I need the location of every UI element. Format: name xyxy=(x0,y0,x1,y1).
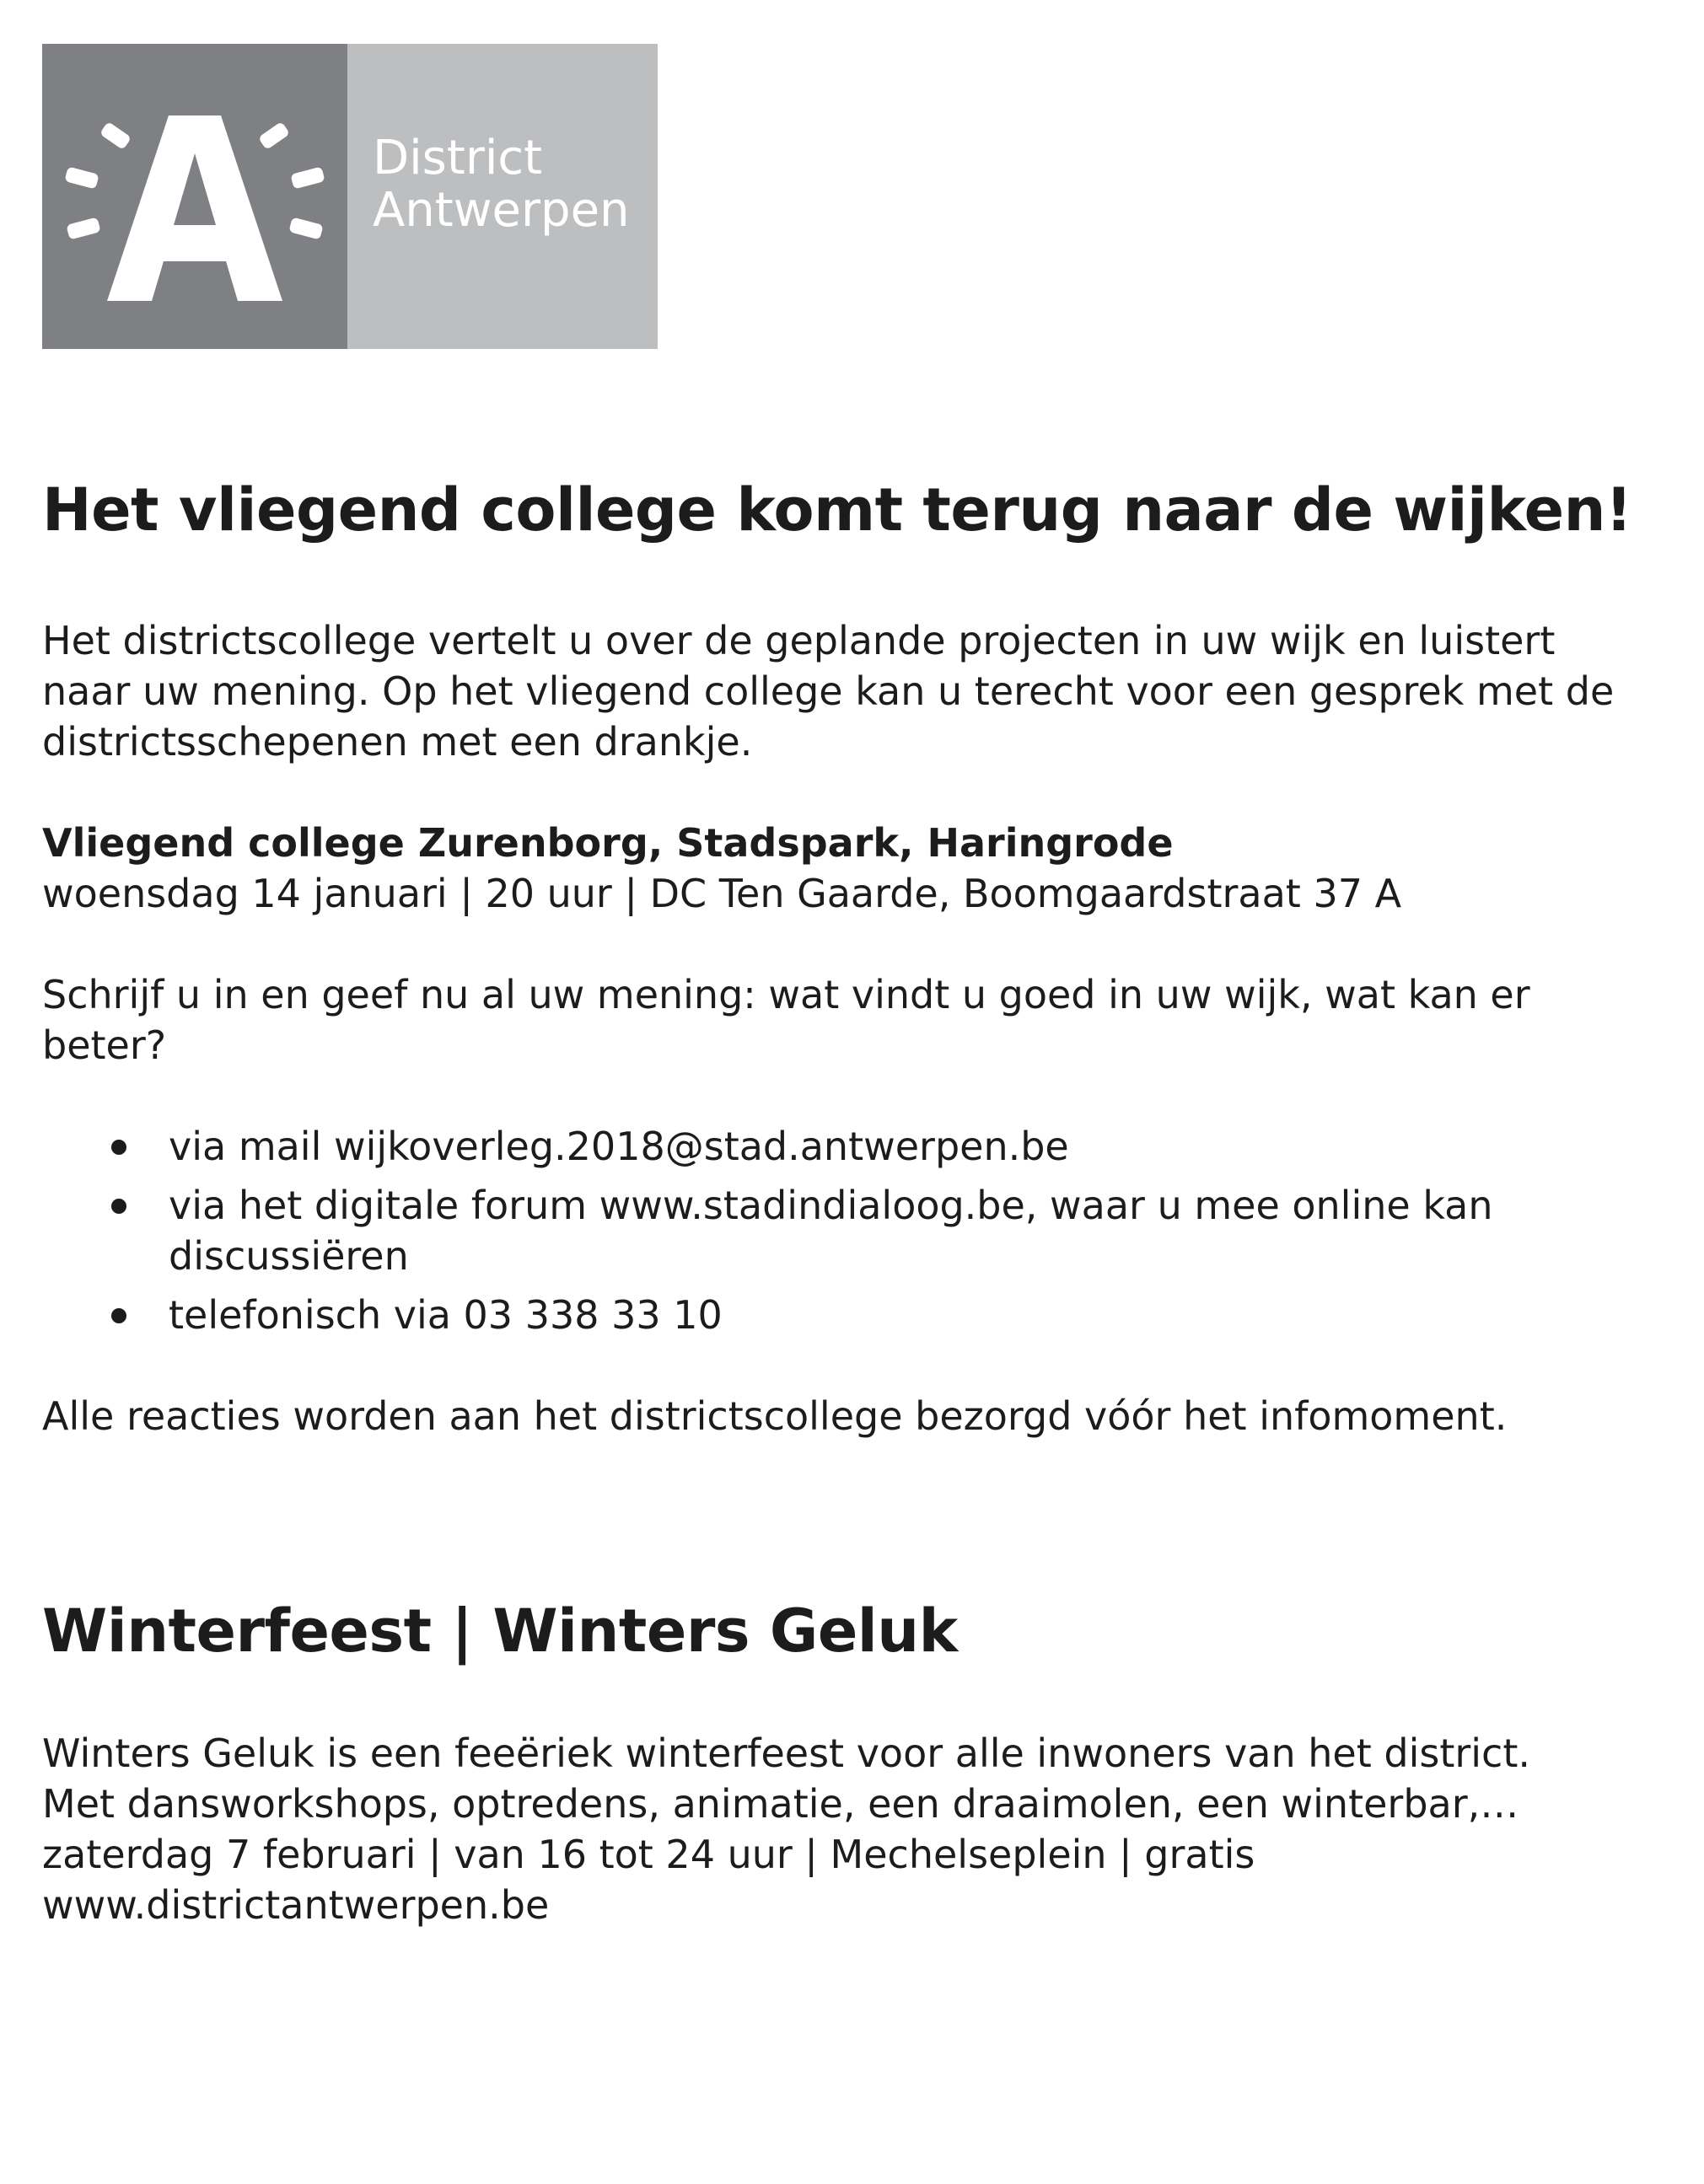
event-details: woensdag 14 januari | 20 uur | DC Ten Gaarde, Boomgaardstraat 37 A xyxy=(42,871,1402,916)
winterfeest-line-1: Winters Geluk is een feeëriek winterfeest voor alle inwoners van het district. xyxy=(42,1731,1531,1776)
logo-wordmark xyxy=(373,132,630,237)
logo-line-antwerpen: Antwerpen xyxy=(373,183,630,238)
logo-text-panel xyxy=(347,44,658,349)
winterfeest-body xyxy=(42,1728,1661,1930)
list-item-text: via het digitale forum www.stadindialoog.be, waar u mee online kan discussiëren xyxy=(169,1183,1493,1279)
closing-text: Alle reacties worden aan het districtscollege bezorgd vóór het infomoment. xyxy=(42,1393,1508,1439)
list-item-text: via mail wijkoverleg.2018@stad.antwerpen.be xyxy=(169,1124,1069,1169)
event-title: Vliegend college Zurenborg, Stadspark, Haringrode xyxy=(42,820,1174,866)
bullet-icon xyxy=(111,1140,126,1155)
contact-options-list xyxy=(42,1121,1661,1340)
list-item-phone xyxy=(42,1290,1644,1340)
bullet-icon xyxy=(111,1308,126,1323)
list-item-text: telefonisch via 03 338 33 10 xyxy=(169,1292,723,1338)
antwerpen-a-logo-icon xyxy=(42,44,347,349)
document-content xyxy=(42,472,1661,1930)
winterfeest-website: www.districtantwerpen.be xyxy=(42,1882,550,1928)
article-intro: Het districtscollege vertelt u over de geplande projecten in uw wijk en luistert naar uw mening. Op het vliegend college kan u terecht voor een gesprek met de districtsschepenen met een drankje. xyxy=(42,618,1615,765)
winterfeest-line-3: zaterdag 7 februari | van 16 tot 24 uur | Mechelseplein | gratis xyxy=(42,1832,1255,1877)
list-item-forum xyxy=(42,1180,1644,1281)
district-antwerpen-logo xyxy=(42,44,658,349)
logo-line-district: District xyxy=(373,131,543,185)
signup-text: Schrijf u in en geef nu al uw mening: wat vindt u goed in uw wijk, wat kan er beter? xyxy=(42,972,1530,1068)
list-item-mail xyxy=(42,1121,1644,1172)
article-heading-winterfeest: Winterfeest | Winters Geluk xyxy=(42,1596,958,1666)
bullet-icon xyxy=(111,1199,126,1214)
article-heading-vliegend-college: Het vliegend college komt terug naar de wijken! xyxy=(42,475,1632,545)
winterfeest-line-2: Met dansworkshops, optredens, animatie, een draaimolen, een winterbar,… xyxy=(42,1781,1519,1827)
